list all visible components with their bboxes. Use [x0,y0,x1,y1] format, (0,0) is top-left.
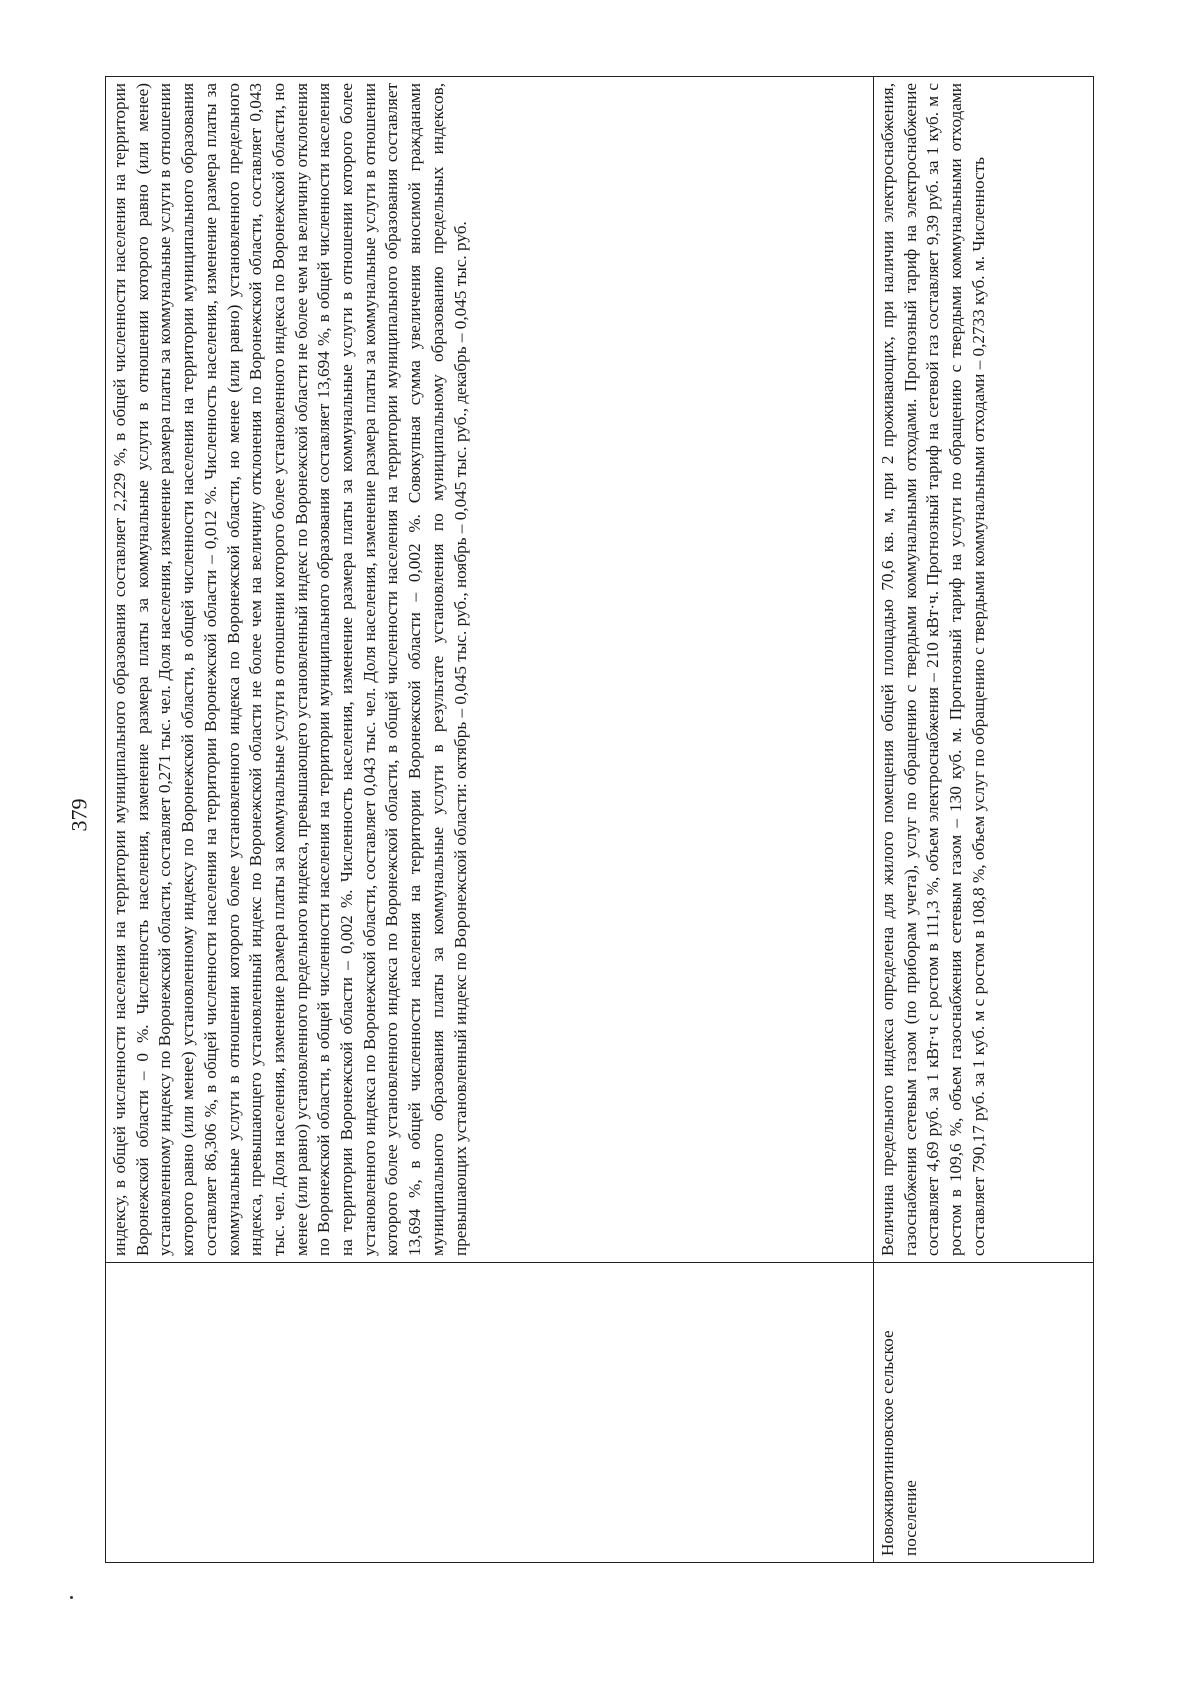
municipality-name-cell [106,1263,874,1563]
scan-dot-mark [70,1596,73,1599]
description-cell [106,77,874,1263]
municipality-name-cell [874,1263,1094,1563]
municipality-name: Новоживотинновское сельское поселение [878,1330,920,1556]
description-text: индексу, в общей численности населения на территории муниципального образования составляет 2,229 %, в общей численности населения на территории Воронежской области – 0 %. Численность населения, изменение размера платы за коммунальные услуги в отношении которого равно (или менее) установленному индексу по Воронежской области, составляет 0,271 тыс. чел. Доля населения, изменение размера платы за коммунальные услуги в отношении которого равно (или менее) установленному индексу по Воронежской области, в общей численности населения на территории муниципального образования составляет 86,306 %, в общей численности населения на территории Воронежской области – 0,012 %. Численность населения, изменение размера платы за коммунальные услуги в отношении которого более установленного индекса по Воронежской области, но менее (или равно) установленного предельного индекса, превышающего установленный индекс по Воронежской области не более чем на величину отклонения по Воронежской области, составляет 0,043 тыс. чел. Доля населения, изменение размера платы за коммунальные услуги в отношении которого более установленного индекса по Воронежской области, но менее (или равно) установленного предельного индекса, превышающего установленный индекс по Воронежской области не более чем на величину отклонения по Воронежской области, в общей численности населения на территории муниципального образования составляет 13,694 %, в общей численности населения на территории Воронежской области – 0,002 %. Численность населения, изменение размера платы за коммунальные услуги в отношении которого более установленного индекса по Воронежской области, составляет 0,043 тыс. чел. Доля населения, изменение размера платы за коммунальные услуги в отношении которого более установленного индекса по Воронежской области, в общей численности населения на территории муниципального образования составляет 13,694 %, в общей численности населения на территории Воронежской области – 0,002 %. Совокупная сумма увеличения вносимой гражданами муниципального образования платы за коммунальные услуги в результате установления по муниципальному образованию предельных индексов, превышающих установленный индекс по Воронежской области: октябрь – 0,045 тыс. руб., ноябрь – 0,045 тыс. руб., декабрь – 0,045 тыс. руб. [110,83,470,1256]
table-row [106,77,874,1563]
description-cell [874,77,1094,1263]
table-rotation-wrapper [105,77,1093,1563]
page-number-text: 379 [66,798,91,832]
page-number [64,785,94,845]
rotated-table-frame [105,77,1093,1563]
description-text: Величина предельного индекса определена для жилого помещения общей площадью 70,6 кв. м, при 2 проживающих, при наличии электроснабжения, газоснабжения сетевым газом (по приборам учета), услуг по обращению с твердыми коммунальными отходами. Прогнозный тариф на электроснабжение составляет 4,69 руб. за 1 кВт·ч с ростом в 111,3 %, объем электроснабжения – 210 кВт·ч. Прогнозный тариф на сетевой газ составляет 9,39 руб. за 1 куб. м с ростом в 109,6 %, объем газоснабжения сетевым газом – 130 куб. м. Прогнозный тариф на услуги по обращению с твердыми коммунальными отходами составляет 790,17 руб. за 1 куб. м с ростом в 108,8 %, объем услуг по обращению с твердыми коммунальными отходами – 0,2733 куб. м. Численность [878,83,988,1256]
document-table [105,76,1094,1563]
table-row [874,77,1094,1563]
